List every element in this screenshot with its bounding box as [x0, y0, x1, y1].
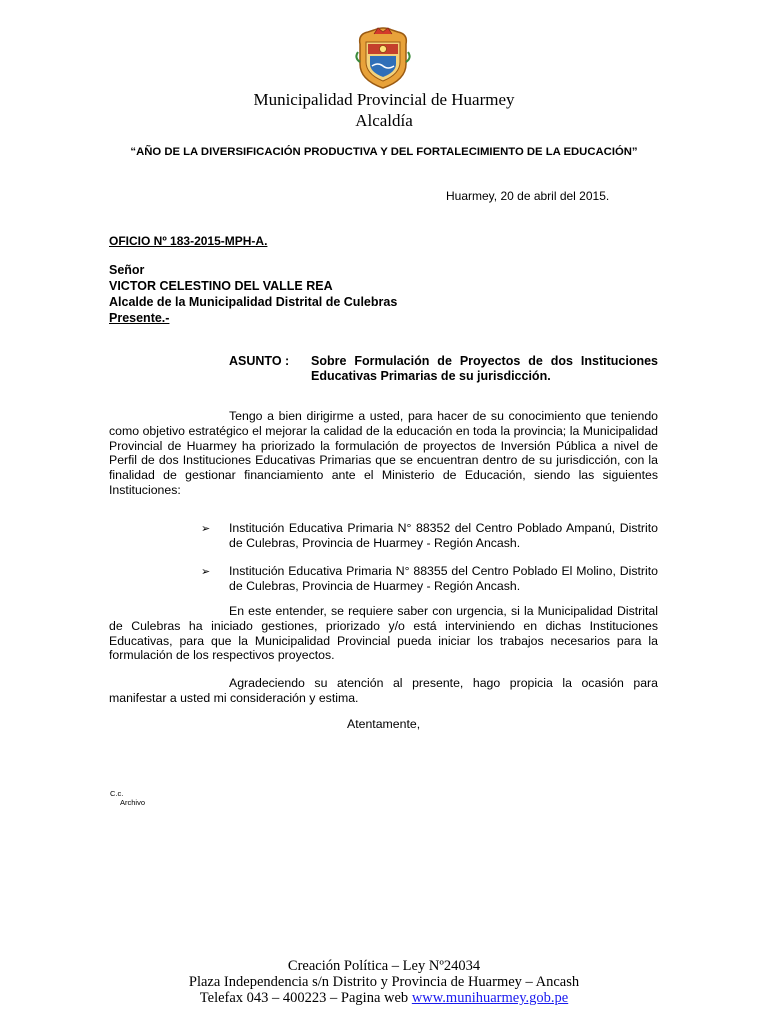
body-paragraph-intro	[109, 409, 658, 498]
footer-telefax: Telefax 043 – 400223 – Pagina web	[199, 990, 412, 1006]
addressee-title: Alcalde de la Municipalidad Distrital de Culebras	[109, 295, 398, 309]
addressee-salutation: Señor	[109, 263, 145, 277]
body-paragraph-thanks-text: Agradeciendo su atención al presente, hago propicia la ocasión para manifestar a usted mi consideración y estima.	[109, 676, 658, 705]
addressee-name: VICTOR CELESTINO DEL VALLE REA	[109, 279, 333, 293]
municipal-crest-icon	[354, 26, 412, 90]
place-date: Huarmey, 20 de abril del 2015.	[446, 189, 610, 203]
bullet-arrow-icon: ➢	[201, 523, 211, 535]
cc-label: C.c.	[110, 789, 124, 798]
website-link[interactable]: www.munihuarmey.gob.pe	[411, 990, 569, 1006]
institution-list-item: Institución Educativa Primaria N° 88352 del Centro Poblado Ampanú, Distrito de Culebras, Provincia de Huarmey - Región Ancash.	[229, 521, 658, 550]
institution-list-item: Institución Educativa Primaria N° 88355 del Centro Poblado El Molino, Distrito de Culebras, Provincia de Huarmey - Región Ancash.	[229, 564, 658, 593]
institution-name: Municipalidad Provincial de Huarmey	[253, 90, 515, 109]
footer-creation-law: Creación Política – Ley Nº24034	[287, 958, 481, 974]
body-paragraph-request-text: En este entender, se requiere saber con urgencia, si la Municipalidad Distrital de Culebras ha iniciado gestiones, priorizado y/o está interviniendo en dichas Instituciones Educativas, para que la Municipalidad Provincial pueda iniciar los trabajos necesarios para la formulación de los respectivos proyectos.	[109, 604, 658, 663]
footer-contact	[0, 990, 768, 1006]
body-paragraph-request	[109, 604, 658, 663]
body-paragraph-intro-text: Tengo a bien dirigirme a usted, para hacer de su conocimiento que teniendo como objetivo estratégico el mejorar la calidad de la educación en toda la provincia; la Municipalidad Provincial de Huarmey ha priorizado la formulación de proyectos de Inversión Pública a nivel de Perfil de dos Instituciones Educativas Primarias que se encuentran dentro de su jurisdicción, con la finalidad de gestionar financiamiento ante el Ministerio de Educación, siendo las siguientes Instituciones:	[109, 409, 658, 497]
office-reference: OFICIO Nº 183-2015-MPH-A.	[109, 234, 268, 248]
subject-text: Sobre Formulación de Proyectos de dos Instituciones Educativas Primarias de su jurisdicción.	[311, 354, 658, 383]
addressee-presente: Presente.-	[109, 311, 170, 325]
footer-address: Plaza Independencia s/n Distrito y Provincia de Huarmey – Ancash	[188, 974, 580, 990]
body-paragraph-thanks	[109, 676, 658, 706]
bullet-arrow-icon: ➢	[201, 566, 211, 578]
year-motto: “AÑO DE LA DIVERSIFICACIÓN PRODUCTIVA Y DEL FORTALECIMIENTO DE LA EDUCACIÓN”	[130, 146, 638, 158]
cc-value: Archivo	[120, 798, 146, 807]
department-name: Alcaldía	[355, 111, 413, 130]
subject-label: ASUNTO :	[229, 354, 290, 368]
closing-salutation: Atentamente,	[347, 717, 421, 731]
